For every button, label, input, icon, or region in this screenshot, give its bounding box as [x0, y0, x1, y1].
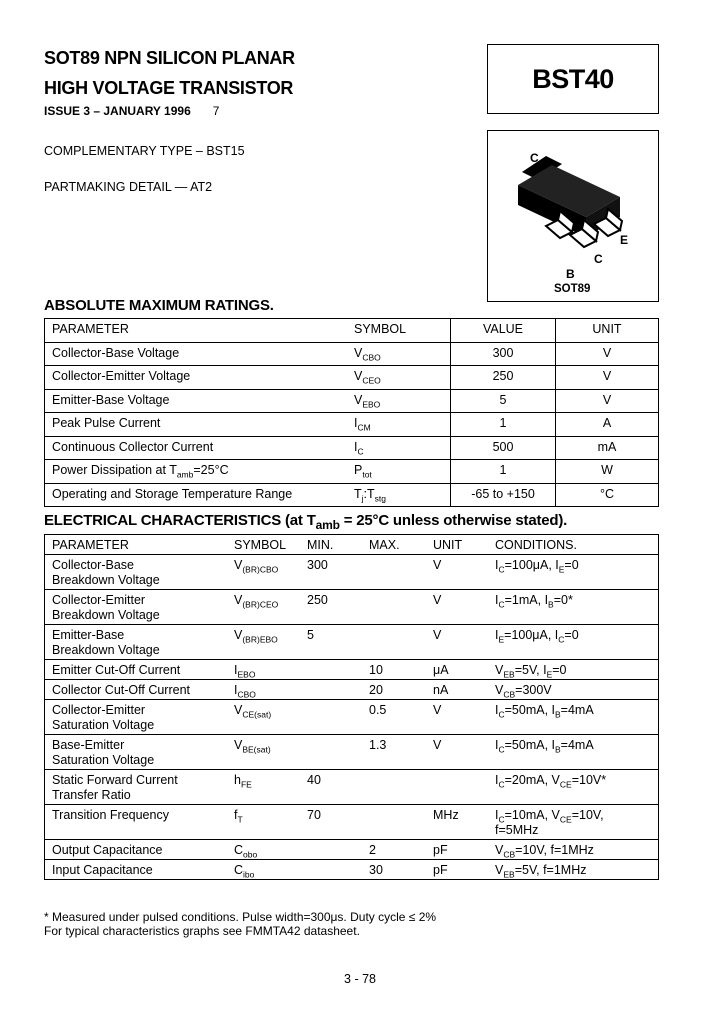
- col-header-unit: UNIT: [592, 322, 622, 336]
- param-cell: [45, 680, 238, 700]
- partmarking-detail: PARTMAKING DETAIL — AT2: [44, 180, 213, 194]
- col-header-unit: UNIT: [433, 538, 463, 552]
- param-cell: [45, 860, 235, 880]
- elec-title-post: = 25°C unless otherwise stated).: [339, 512, 568, 529]
- param-text: Collector-Base Voltage: [52, 345, 180, 360]
- param-line-1: Emitter-Base: [52, 628, 125, 642]
- min-cell: [307, 700, 369, 735]
- max-cell: [369, 770, 433, 805]
- condition-text: V: [495, 683, 504, 697]
- footnote-pulsed: * Measured under pulsed conditions. Pulse width=300μs. Duty cycle ≤ 2%: [44, 910, 437, 924]
- table-row: [45, 840, 659, 860]
- table-row: [45, 590, 659, 625]
- part-number-box: BST40: [487, 44, 659, 114]
- param-line-1: Collector-Emitter: [52, 703, 146, 717]
- table-row: [45, 436, 659, 460]
- condition-text: =20mA, V: [504, 773, 560, 787]
- condition-subscript: EB: [503, 669, 515, 680]
- param-line-1: Output Capacitance: [52, 843, 163, 857]
- max-cell: [369, 555, 433, 590]
- symbol-cell: [234, 590, 307, 625]
- param-cell: [45, 770, 235, 805]
- elec-table: [44, 534, 659, 880]
- table-row: [45, 735, 659, 770]
- param-line-2: Breakdown Voltage: [52, 608, 160, 622]
- condition-subscript: CE: [559, 779, 572, 790]
- symbol-text: :T: [363, 486, 375, 501]
- pin-label-c: C: [594, 252, 603, 266]
- min-cell: 5: [307, 625, 369, 660]
- symbol-text: V: [234, 558, 243, 572]
- symbol-subscript: ibo: [243, 869, 255, 880]
- param-cell: [45, 413, 358, 437]
- param-line-1: Collector-Emitter: [52, 593, 146, 607]
- symbol-cell: [234, 840, 307, 860]
- condition-text: =0*: [553, 593, 573, 607]
- symbol-cell: [354, 436, 451, 460]
- max-cell: 0.5: [369, 700, 433, 735]
- unit-cell: μA: [433, 660, 495, 680]
- unit-cell: V: [556, 342, 659, 366]
- param-line-1: Input Capacitance: [52, 863, 153, 877]
- param-line-2: Breakdown Voltage: [52, 643, 160, 657]
- symbol-cell: [234, 770, 307, 805]
- table-row: [45, 860, 659, 880]
- unit-cell: °C: [556, 483, 659, 507]
- issue-line: [44, 104, 219, 118]
- unit-cell: pF: [433, 860, 495, 880]
- col-header-min: MIN.: [307, 538, 334, 552]
- symbol-text: V: [354, 345, 363, 360]
- condition-subscript: EB: [503, 869, 515, 880]
- symbol-text: C: [234, 843, 244, 857]
- symbol-cell: [234, 660, 307, 680]
- unit-cell: A: [556, 413, 659, 437]
- unit-cell: W: [556, 460, 659, 484]
- col-header-symbol: SYMBOL: [354, 322, 407, 336]
- max-cell: [369, 625, 433, 660]
- unit-cell: V: [433, 555, 495, 590]
- table-row: [45, 700, 659, 735]
- condition-text: =10V*: [571, 773, 607, 787]
- conditions-cell: [495, 590, 659, 625]
- param-cell: [45, 366, 355, 390]
- condition-subscript: C: [498, 744, 505, 755]
- condition-subscript: CE: [559, 814, 572, 825]
- condition-subscript: C: [498, 564, 505, 575]
- condition-text: =1mA, I: [504, 593, 549, 607]
- col-header-value: VALUE: [451, 319, 556, 343]
- symbol-text: V: [234, 703, 243, 717]
- param-cell: [45, 342, 355, 366]
- condition-text: =0: [564, 558, 579, 572]
- value-cell: 500: [451, 436, 556, 460]
- condition-text: V: [495, 843, 504, 857]
- col-header-max: MAX.: [369, 538, 400, 552]
- symbol-subscript: j: [361, 493, 364, 503]
- symbol-cell: [234, 700, 307, 735]
- param-line-2: Transfer Ratio: [52, 788, 131, 802]
- conditions-cell: [495, 805, 659, 840]
- min-cell: [307, 860, 369, 880]
- condition-text: =5V, I: [514, 663, 547, 677]
- symbol-cell: [234, 680, 307, 700]
- min-cell: 40: [307, 770, 369, 805]
- max-cell: 30: [369, 860, 433, 880]
- conditions-cell: [495, 555, 659, 590]
- symbol-text: V: [234, 593, 243, 607]
- param-cell: [45, 555, 235, 590]
- min-cell: [307, 735, 369, 770]
- value-cell: -65 to +150: [451, 483, 556, 507]
- condition-subscript: E: [558, 564, 565, 575]
- min-cell: [307, 840, 369, 860]
- param-line-1: Collector Cut-Off Current: [52, 683, 191, 697]
- condition-text: I: [495, 773, 499, 787]
- symbol-cell: [354, 413, 451, 437]
- table-row: [45, 680, 659, 700]
- table-row: [45, 413, 659, 437]
- symbol-text: I: [234, 663, 238, 677]
- max-cell: [369, 590, 433, 625]
- condition-text: =10V, f=1MHz: [515, 843, 594, 857]
- condition-text: V: [495, 663, 504, 677]
- unit-cell: V: [433, 735, 495, 770]
- max-cell: 1.3: [369, 735, 433, 770]
- param-line-1: Base-Emitter: [52, 738, 125, 752]
- param-text: Peak Pulse Current: [52, 416, 161, 430]
- col-header-parameter: PARAMETER: [52, 322, 129, 336]
- param-line-1: Collector-Base: [52, 558, 134, 572]
- condition-subscript: B: [548, 599, 554, 610]
- col-header-parameter: PARAMETER: [52, 538, 129, 552]
- condition-text: I: [495, 808, 499, 822]
- symbol-cell: [234, 805, 307, 840]
- param-subscript: amb: [176, 469, 194, 480]
- param-text: Operating and Storage Temperature Range: [52, 486, 293, 501]
- unit-cell: V: [556, 389, 659, 413]
- symbol-cell: [354, 342, 451, 366]
- condition-text: =5V, f=1MHz: [514, 863, 587, 877]
- table-row: [45, 483, 659, 507]
- unit-cell: mA: [556, 436, 659, 460]
- value-cell: 250: [451, 366, 556, 390]
- condition-text: I: [495, 628, 499, 642]
- table-row: [45, 460, 659, 484]
- param-text: Emitter-Base Voltage: [52, 392, 170, 407]
- symbol-subscript: obo: [243, 849, 258, 860]
- param-cell: [45, 436, 358, 460]
- table-header-row: [45, 319, 659, 343]
- symbol-cell: [354, 366, 451, 390]
- symbol-text: V: [234, 738, 243, 752]
- title-line-1: SOT89 NPN SILICON PLANAR: [44, 48, 295, 68]
- param-cell: [45, 483, 355, 507]
- pin-label-c-top: C: [530, 151, 539, 165]
- symbol-text: V: [354, 369, 363, 383]
- symbol-subscript: BE(sat): [242, 744, 271, 755]
- symbol-text: C: [234, 863, 244, 877]
- min-cell: 300: [307, 555, 369, 590]
- condition-text: =10V,: [571, 808, 604, 822]
- param-cell: [45, 735, 235, 770]
- condition-subscript: CB: [503, 689, 516, 700]
- table-row: [45, 366, 659, 390]
- param-line-2: Saturation Voltage: [52, 718, 155, 732]
- param-cell: [45, 389, 355, 413]
- param-cell: [45, 840, 235, 860]
- max-cell: 2: [369, 840, 433, 860]
- symbol-subscript: CE(sat): [242, 709, 272, 720]
- condition-text: =10mA, V: [504, 808, 560, 822]
- condition-text: I: [495, 703, 499, 717]
- symbol-text: f: [234, 808, 238, 822]
- symbol-subscript: (BR)CBO: [242, 564, 279, 575]
- col-header-symbol: SYMBOL: [234, 538, 287, 552]
- symbol-subscript: EBO: [237, 669, 256, 680]
- symbol-text: V: [234, 628, 243, 642]
- table-header-row: [45, 535, 659, 555]
- condition-subscript: E: [546, 669, 553, 680]
- conditions-cell: [495, 840, 659, 860]
- abs-max-table: [44, 318, 659, 507]
- conditions-cell: [495, 700, 659, 735]
- conditions-cell: [495, 625, 659, 660]
- param-cell: [45, 700, 235, 735]
- condition-subscript: E: [498, 634, 505, 645]
- param-line-1: Static Forward Current: [52, 773, 178, 787]
- elec-title-pre: ELECTRICAL CHARACTERISTICS (at T: [44, 512, 316, 529]
- symbol-text: I: [234, 683, 238, 697]
- symbol-text: h: [234, 773, 241, 787]
- conditions-cell: [495, 735, 659, 770]
- title-line-2: HIGH VOLTAGE TRANSISTOR: [44, 78, 294, 98]
- page-number: 3 - 78: [344, 972, 376, 986]
- param-cell: [45, 590, 235, 625]
- condition-text: V: [495, 863, 504, 877]
- complementary-type: COMPLEMENTARY TYPE – BST15: [44, 144, 245, 158]
- symbol-subscript: CM: [357, 422, 371, 433]
- condition-text: =0: [564, 628, 579, 642]
- symbol-text: I: [354, 439, 358, 454]
- table-row: [45, 555, 659, 590]
- symbol-subscript: FE: [240, 779, 252, 790]
- symbol-cell: [234, 735, 307, 770]
- param-text: Power Dissipation at T: [52, 463, 177, 477]
- param-text: Collector-Emitter Voltage: [52, 369, 191, 383]
- conditions-cell: [495, 680, 659, 700]
- table-row: [45, 660, 659, 680]
- param-cell: [45, 460, 355, 484]
- param-line-2: Breakdown Voltage: [52, 573, 160, 587]
- elec-title-sub: amb: [315, 518, 340, 532]
- symbol-subscript: (BR)EBO: [242, 634, 278, 645]
- param-cell: [45, 805, 238, 840]
- conditions-cell: [495, 660, 659, 680]
- condition-text: I: [495, 558, 499, 572]
- pin-label-b: B: [566, 267, 575, 281]
- symbol-subscript: CBO: [237, 689, 256, 700]
- max-cell: [369, 805, 433, 840]
- table-row: [45, 342, 659, 366]
- condition-subscript: C: [498, 814, 505, 825]
- condition-text: f=5MHz: [495, 823, 539, 837]
- unit-cell: [433, 770, 495, 805]
- unit-cell: V: [433, 590, 495, 625]
- unit-cell: nA: [433, 680, 495, 700]
- value-cell: 300: [451, 342, 556, 366]
- condition-subscript: C: [498, 779, 505, 790]
- max-cell: 20: [369, 680, 433, 700]
- condition-text: =100μA, I: [504, 558, 559, 572]
- min-cell: 250: [307, 590, 369, 625]
- value-cell: 1: [451, 460, 556, 484]
- param-line-2: Saturation Voltage: [52, 753, 155, 767]
- table-row: [45, 389, 659, 413]
- condition-subscript: CB: [503, 849, 516, 860]
- min-cell: 70: [307, 805, 369, 840]
- symbol-subscript: stg: [374, 493, 386, 503]
- symbol-text: V: [354, 392, 363, 407]
- symbol-cell: [354, 460, 451, 484]
- condition-subscript: C: [498, 709, 505, 720]
- unit-cell: MHz: [433, 805, 495, 840]
- symbol-subscript: T: [237, 814, 243, 825]
- condition-subscript: C: [498, 599, 505, 610]
- param-line-1: Emitter Cut-Off Current: [52, 663, 181, 677]
- unit-cell: V: [433, 700, 495, 735]
- symbol-cell: [354, 389, 451, 413]
- condition-text: =50mA, I: [504, 738, 555, 752]
- issue-page: 7: [212, 104, 220, 118]
- symbol-cell: [234, 860, 307, 880]
- symbol-text: I: [354, 416, 358, 430]
- unit-cell: V: [556, 366, 659, 390]
- package-name: SOT89: [554, 283, 591, 295]
- condition-text: =4mA: [560, 703, 594, 717]
- package-box: [487, 130, 659, 302]
- table-row: [45, 805, 659, 840]
- value-cell: 1: [451, 413, 556, 437]
- unit-cell: pF: [433, 840, 495, 860]
- table-row: [45, 625, 659, 660]
- unit-cell: V: [433, 625, 495, 660]
- condition-text: =100μA, I: [504, 628, 559, 642]
- elec-title: [44, 512, 567, 532]
- min-cell: [307, 680, 369, 700]
- symbol-subscript: CEO: [362, 375, 381, 386]
- symbol-text: P: [354, 463, 363, 477]
- symbol-subscript: C: [357, 446, 364, 456]
- footnote-graphs: For typical characteristics graphs see FMMTA42 datasheet.: [44, 924, 360, 938]
- condition-subscript: B: [555, 744, 561, 755]
- symbol-subscript: tot: [362, 469, 372, 480]
- param-cell: [45, 625, 235, 660]
- conditions-cell: [495, 770, 659, 805]
- abs-max-title: ABSOLUTE MAXIMUM RATINGS.: [44, 297, 274, 314]
- condition-text: =300V: [515, 683, 552, 697]
- issue-date: ISSUE 3 – JANUARY 1996: [44, 104, 191, 118]
- condition-text: =50mA, I: [504, 703, 555, 717]
- condition-text: I: [495, 593, 499, 607]
- symbol-cell: [354, 483, 451, 507]
- param-cell: [45, 660, 238, 680]
- param-line-1: Transition Frequency: [52, 808, 169, 822]
- symbol-cell: [234, 625, 307, 660]
- param-text: Continuous Collector Current: [52, 439, 214, 454]
- pin-label-e: E: [620, 233, 629, 247]
- condition-text: =0: [552, 663, 567, 677]
- symbol-subscript: CBO: [362, 352, 381, 362]
- condition-text: I: [495, 738, 499, 752]
- value-cell: 5: [451, 389, 556, 413]
- condition-subscript: B: [555, 709, 561, 720]
- symbol-cell: [234, 555, 307, 590]
- symbol-subscript: (BR)CEO: [242, 599, 279, 610]
- table-row: [45, 770, 659, 805]
- col-header-conditions: CONDITIONS.: [495, 538, 577, 552]
- condition-text: =4mA: [560, 738, 594, 752]
- param-text: =25°C: [193, 463, 229, 477]
- min-cell: [307, 660, 369, 680]
- symbol-subscript: EBO: [362, 399, 381, 409]
- max-cell: 10: [369, 660, 433, 680]
- symbol-text: T: [354, 486, 362, 501]
- conditions-cell: [495, 860, 659, 880]
- condition-subscript: C: [558, 634, 565, 645]
